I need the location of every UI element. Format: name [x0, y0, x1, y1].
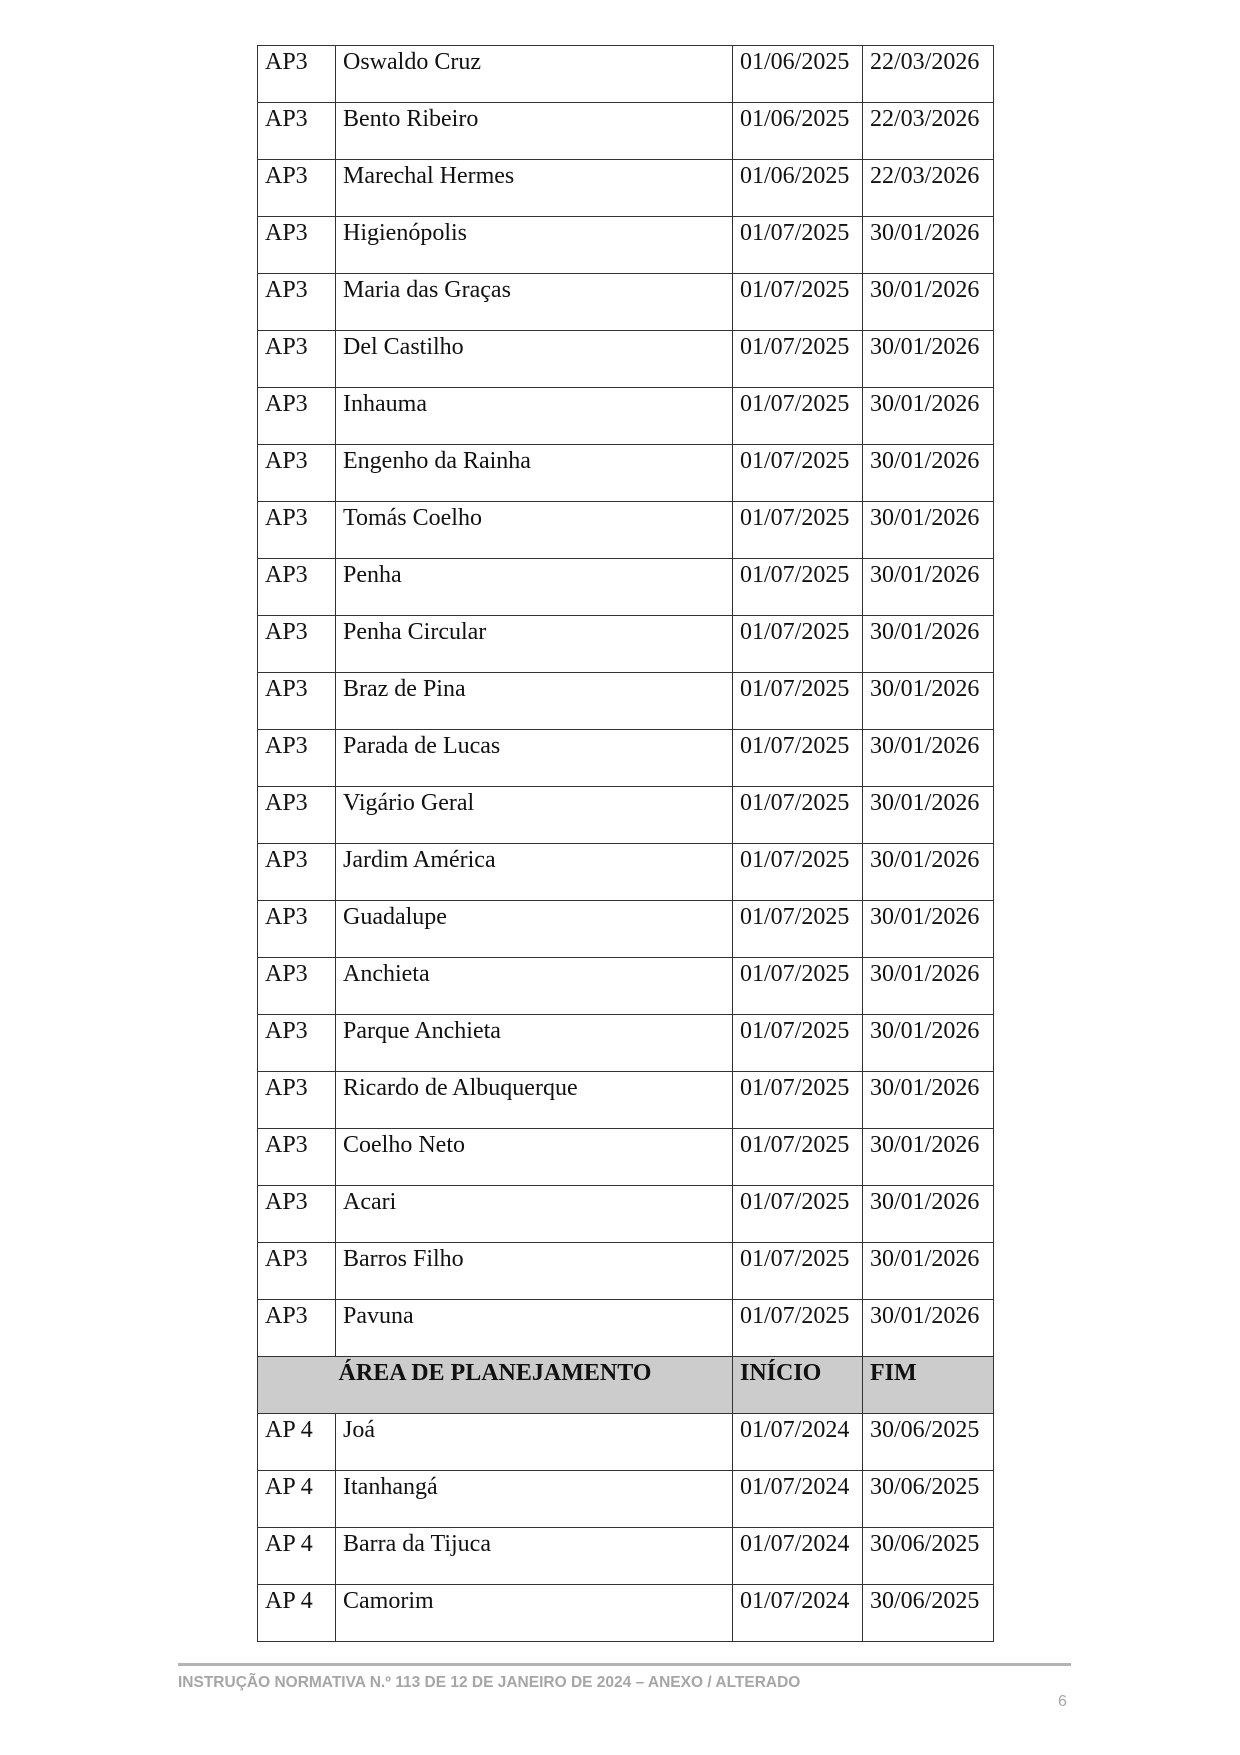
- table-row: [258, 787, 994, 844]
- end-date-cell: 30/01/2026: [863, 844, 994, 901]
- neighborhood-cell: Penha: [336, 559, 733, 616]
- end-date-cell: 30/01/2026: [863, 331, 994, 388]
- end-date-cell: 30/01/2026: [863, 1072, 994, 1129]
- end-date-cell: 30/01/2026: [863, 1015, 994, 1072]
- start-date-cell: 01/07/2025: [733, 274, 863, 331]
- end-date-cell: 30/01/2026: [863, 274, 994, 331]
- neighborhood-cell: Acari: [336, 1186, 733, 1243]
- neighborhood-cell: Parque Anchieta: [336, 1015, 733, 1072]
- neighborhood-cell: Vigário Geral: [336, 787, 733, 844]
- start-date-cell: 01/06/2025: [733, 160, 863, 217]
- start-date-cell: 01/07/2025: [733, 1300, 863, 1357]
- header-area-cell: ÁREA DE PLANEJAMENTO: [258, 1357, 733, 1414]
- area-cell: AP 4: [258, 1585, 336, 1642]
- end-date-cell: 30/01/2026: [863, 958, 994, 1015]
- table-row: [258, 217, 994, 274]
- area-cell: AP3: [258, 787, 336, 844]
- neighborhood-cell: Guadalupe: [336, 901, 733, 958]
- table-row: [258, 1243, 994, 1300]
- neighborhood-cell: Barros Filho: [336, 1243, 733, 1300]
- end-date-cell: 22/03/2026: [863, 160, 994, 217]
- schedule-table-body: [258, 46, 994, 1642]
- start-date-cell: 01/07/2025: [733, 844, 863, 901]
- start-date-cell: 01/07/2025: [733, 1186, 863, 1243]
- start-date-cell: 01/07/2025: [733, 1015, 863, 1072]
- table-row: [258, 160, 994, 217]
- footer-rule: [178, 1663, 1071, 1666]
- start-date-cell: 01/07/2024: [733, 1414, 863, 1471]
- end-date-cell: 30/01/2026: [863, 502, 994, 559]
- table-row: [258, 331, 994, 388]
- start-date-cell: 01/07/2025: [733, 616, 863, 673]
- area-cell: AP3: [258, 445, 336, 502]
- end-date-cell: 30/01/2026: [863, 1186, 994, 1243]
- end-date-cell: 30/01/2026: [863, 787, 994, 844]
- area-cell: AP 4: [258, 1471, 336, 1528]
- neighborhood-cell: Higienópolis: [336, 217, 733, 274]
- area-cell: AP 4: [258, 1528, 336, 1585]
- start-date-cell: 01/07/2024: [733, 1528, 863, 1585]
- page-number: 6: [1058, 1693, 1067, 1710]
- neighborhood-cell: Joá: [336, 1414, 733, 1471]
- end-date-cell: 30/06/2025: [863, 1528, 994, 1585]
- area-cell: AP3: [258, 616, 336, 673]
- area-cell: AP3: [258, 559, 336, 616]
- start-date-cell: 01/07/2025: [733, 958, 863, 1015]
- table-row: [258, 274, 994, 331]
- area-cell: AP3: [258, 217, 336, 274]
- end-date-cell: 30/01/2026: [863, 388, 994, 445]
- neighborhood-cell: Jardim América: [336, 844, 733, 901]
- area-cell: AP3: [258, 1015, 336, 1072]
- neighborhood-cell: Anchieta: [336, 958, 733, 1015]
- table-row: [258, 1528, 994, 1585]
- area-cell: AP3: [258, 958, 336, 1015]
- neighborhood-cell: Del Castilho: [336, 331, 733, 388]
- neighborhood-cell: Bento Ribeiro: [336, 103, 733, 160]
- area-cell: AP3: [258, 901, 336, 958]
- end-date-cell: 30/06/2025: [863, 1585, 994, 1642]
- neighborhood-cell: Barra da Tijuca: [336, 1528, 733, 1585]
- area-cell: AP3: [258, 1072, 336, 1129]
- start-date-cell: 01/07/2025: [733, 388, 863, 445]
- header-start-cell: INÍCIO: [733, 1357, 863, 1414]
- start-date-cell: 01/07/2025: [733, 787, 863, 844]
- end-date-cell: 30/01/2026: [863, 1300, 994, 1357]
- table-row: [258, 844, 994, 901]
- start-date-cell: 01/07/2025: [733, 673, 863, 730]
- end-date-cell: 30/06/2025: [863, 1414, 994, 1471]
- end-date-cell: 30/01/2026: [863, 901, 994, 958]
- start-date-cell: 01/07/2024: [733, 1471, 863, 1528]
- area-cell: AP3: [258, 331, 336, 388]
- neighborhood-cell: Parada de Lucas: [336, 730, 733, 787]
- table-row: [258, 1414, 994, 1471]
- end-date-cell: 30/01/2026: [863, 559, 994, 616]
- table-row: [258, 1471, 994, 1528]
- start-date-cell: 01/06/2025: [733, 103, 863, 160]
- table-row: [258, 559, 994, 616]
- table-row: [258, 445, 994, 502]
- start-date-cell: 01/07/2025: [733, 502, 863, 559]
- table-row: [258, 1129, 994, 1186]
- start-date-cell: 01/07/2025: [733, 331, 863, 388]
- area-cell: AP3: [258, 844, 336, 901]
- footer-text: INSTRUÇÃO NORMATIVA N.º 113 DE 12 DE JANEIRO DE 2024 – ANEXO / ALTERADO: [178, 1674, 801, 1691]
- table-row: [258, 1186, 994, 1243]
- table-row: [258, 502, 994, 559]
- start-date-cell: 01/07/2024: [733, 1585, 863, 1642]
- neighborhood-cell: Camorim: [336, 1585, 733, 1642]
- table-row: [258, 1072, 994, 1129]
- area-cell: AP 4: [258, 1414, 336, 1471]
- area-cell: AP3: [258, 103, 336, 160]
- table-row: [258, 103, 994, 160]
- neighborhood-cell: Maria das Graças: [336, 274, 733, 331]
- start-date-cell: 01/07/2025: [733, 901, 863, 958]
- end-date-cell: 30/01/2026: [863, 730, 994, 787]
- area-cell: AP3: [258, 1186, 336, 1243]
- area-cell: AP3: [258, 160, 336, 217]
- table-row: [258, 616, 994, 673]
- end-date-cell: 30/01/2026: [863, 673, 994, 730]
- end-date-cell: 22/03/2026: [863, 103, 994, 160]
- table-row: [258, 1585, 994, 1642]
- neighborhood-cell: Engenho da Rainha: [336, 445, 733, 502]
- table-row: [258, 1300, 994, 1357]
- neighborhood-cell: Tomás Coelho: [336, 502, 733, 559]
- start-date-cell: 01/07/2025: [733, 1129, 863, 1186]
- neighborhood-cell: Coelho Neto: [336, 1129, 733, 1186]
- start-date-cell: 01/06/2025: [733, 46, 863, 103]
- table-row: [258, 673, 994, 730]
- end-date-cell: 30/01/2026: [863, 616, 994, 673]
- table-header-row: [258, 1357, 994, 1414]
- schedule-table: [257, 45, 994, 1642]
- area-cell: AP3: [258, 673, 336, 730]
- end-date-cell: 30/01/2026: [863, 217, 994, 274]
- start-date-cell: 01/07/2025: [733, 1072, 863, 1129]
- start-date-cell: 01/07/2025: [733, 559, 863, 616]
- end-date-cell: 30/01/2026: [863, 1129, 994, 1186]
- neighborhood-cell: Ricardo de Albuquerque: [336, 1072, 733, 1129]
- neighborhood-cell: Braz de Pina: [336, 673, 733, 730]
- area-cell: AP3: [258, 1129, 336, 1186]
- table-row: [258, 958, 994, 1015]
- table-row: [258, 730, 994, 787]
- start-date-cell: 01/07/2025: [733, 730, 863, 787]
- end-date-cell: 30/01/2026: [863, 445, 994, 502]
- area-cell: AP3: [258, 1243, 336, 1300]
- table-row: [258, 388, 994, 445]
- start-date-cell: 01/07/2025: [733, 217, 863, 274]
- neighborhood-cell: Itanhangá: [336, 1471, 733, 1528]
- table-row: [258, 1015, 994, 1072]
- area-cell: AP3: [258, 1300, 336, 1357]
- area-cell: AP3: [258, 502, 336, 559]
- neighborhood-cell: Pavuna: [336, 1300, 733, 1357]
- area-cell: AP3: [258, 730, 336, 787]
- start-date-cell: 01/07/2025: [733, 1243, 863, 1300]
- neighborhood-cell: Penha Circular: [336, 616, 733, 673]
- header-end-cell: FIM: [863, 1357, 994, 1414]
- neighborhood-cell: Inhauma: [336, 388, 733, 445]
- end-date-cell: 22/03/2026: [863, 46, 994, 103]
- end-date-cell: 30/06/2025: [863, 1471, 994, 1528]
- neighborhood-cell: Marechal Hermes: [336, 160, 733, 217]
- end-date-cell: 30/01/2026: [863, 1243, 994, 1300]
- neighborhood-cell: Oswaldo Cruz: [336, 46, 733, 103]
- area-cell: AP3: [258, 46, 336, 103]
- area-cell: AP3: [258, 388, 336, 445]
- area-cell: AP3: [258, 274, 336, 331]
- table-row: [258, 46, 994, 103]
- start-date-cell: 01/07/2025: [733, 445, 863, 502]
- table-row: [258, 901, 994, 958]
